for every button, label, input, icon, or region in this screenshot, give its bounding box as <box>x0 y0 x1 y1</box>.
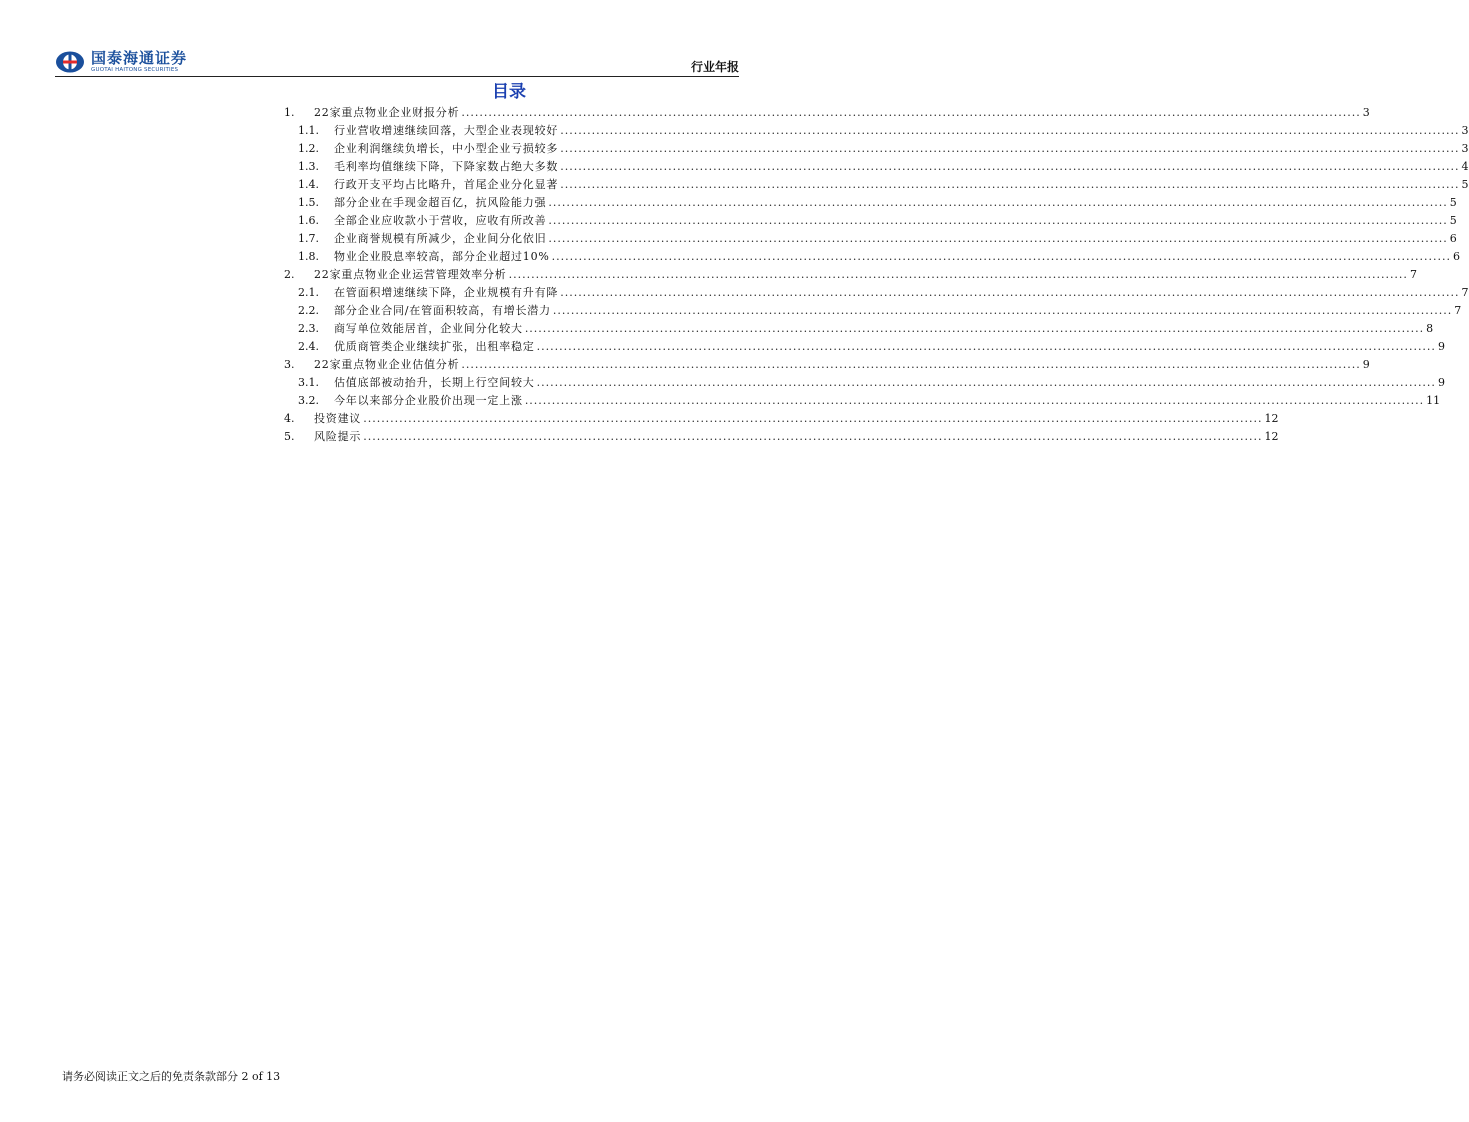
toc-entry-number: 1.1. <box>298 124 319 137</box>
toc-entry-page: 7 <box>1454 304 1462 317</box>
toc-entry-page: 9 <box>1437 340 1445 353</box>
toc-entry[interactable] <box>280 320 1434 338</box>
toc-dot-leader: ........................................................................................................................................................................................................ <box>461 358 1361 371</box>
toc-entry[interactable] <box>280 302 1462 320</box>
toc-entry-title: 今年以来部分企业股价出现一定上涨 <box>334 394 523 407</box>
toc-entry-page: 7 <box>1409 268 1417 281</box>
toc-entry[interactable] <box>280 392 1441 410</box>
toc-entry-number: 2.3. <box>298 322 319 335</box>
toc-entry-title: 商写单位效能居首，企业间分化较大 <box>334 322 523 335</box>
toc-entry-page: 3 <box>1362 106 1370 119</box>
toc-entry[interactable] <box>280 122 1469 140</box>
toc-dot-leader: ........................................................................................................................................................................................................ <box>363 412 1263 425</box>
toc-entry-page: 5 <box>1449 196 1457 209</box>
toc-entry-number: 3. <box>284 358 295 371</box>
toc-entry-number: 3.2. <box>298 394 319 407</box>
toc-entry-page: 11 <box>1426 394 1441 407</box>
logo-mark-icon <box>55 51 85 73</box>
toc-entry[interactable] <box>280 248 1460 266</box>
toc-dot-leader: ........................................................................................................................................................................................................ <box>560 142 1460 155</box>
toc-entry[interactable] <box>280 230 1457 248</box>
toc-entry[interactable] <box>280 284 1469 302</box>
toc-dot-leader: ........................................................................................................................................................................................................ <box>524 322 1425 335</box>
toc-entry[interactable] <box>280 140 1469 158</box>
toc-entry-page: 5 <box>1449 214 1457 227</box>
toc-entry-title: 估值底部被动抬升，长期上行空间较大 <box>334 376 535 389</box>
toc-entry[interactable] <box>280 356 1370 374</box>
toc-entry-number: 1.3. <box>298 160 319 173</box>
toc-dot-leader: ........................................................................................................................................................................................................ <box>508 268 1408 281</box>
page-header <box>55 48 739 76</box>
toc-entry-number: 2. <box>284 268 295 281</box>
toc-entry[interactable] <box>280 266 1417 284</box>
toc-entry-page: 3 <box>1461 142 1469 155</box>
toc-entry[interactable] <box>280 374 1445 392</box>
toc-entry-title: 企业商誉规模有所减少，企业间分化依旧 <box>334 232 547 245</box>
toc-entry-title: 企业利润继续负增长，中小型企业亏损较多 <box>334 142 559 155</box>
toc-dot-leader: ........................................................................................................................................................................................................ <box>363 430 1263 443</box>
toc-entry-title: 全部企业应收款小于营收，应收有所改善 <box>334 214 547 227</box>
toc-entry-number: 2.2. <box>298 304 319 317</box>
toc-entry-number: 2.4. <box>298 340 319 353</box>
toc-entry-number: 1.2. <box>298 142 319 155</box>
toc-entry-title: 部分企业合同/在管面积较高，有增长潜力 <box>334 304 551 317</box>
toc-entry[interactable] <box>280 410 1279 428</box>
toc-dot-leader: ........................................................................................................................................................................................................ <box>548 214 1448 227</box>
toc-entry[interactable] <box>280 428 1279 446</box>
toc-entry-page: 7 <box>1461 286 1469 299</box>
toc-dot-leader: ........................................................................................................................................................................................................ <box>536 376 1436 389</box>
toc-entry-number: 1. <box>284 106 295 119</box>
toc-entry-page: 9 <box>1437 376 1445 389</box>
toc-entry-title: 物业企业股息率较高，部分企业超过10% <box>334 250 550 263</box>
toc-entry-number: 4. <box>284 412 295 425</box>
toc-entry-title: 22家重点物业企业估值分析 <box>314 358 460 371</box>
toc-dot-leader: ........................................................................................................................................................................................................ <box>560 286 1460 299</box>
toc-entry-number: 2.1. <box>298 286 319 299</box>
toc-entry-number: 3.1. <box>298 376 319 389</box>
toc-entry-number: 1.5. <box>298 196 319 209</box>
toc-entry-number: 1.7. <box>298 232 319 245</box>
toc-dot-leader: ........................................................................................................................................................................................................ <box>548 232 1448 245</box>
toc-entry-title: 在管面积增速继续下降，企业规模有升有降 <box>334 286 559 299</box>
toc-entry-page: 12 <box>1264 430 1279 443</box>
toc-entry[interactable] <box>280 194 1457 212</box>
report-type-label: 行业年报 <box>690 60 739 74</box>
toc-dot-leader: ........................................................................................................................................................................................................ <box>552 304 1453 317</box>
toc-entry[interactable] <box>280 212 1457 230</box>
toc-entry-title: 投资建议 <box>314 412 362 425</box>
toc-entry-page: 9 <box>1362 358 1370 371</box>
toc-dot-leader: ........................................................................................................................................................................................................ <box>536 340 1436 353</box>
table-of-contents <box>280 104 1469 446</box>
toc-entry-page: 5 <box>1461 178 1469 191</box>
toc-entry[interactable] <box>280 176 1469 194</box>
toc-entry-title: 22家重点物业企业财报分析 <box>314 106 460 119</box>
toc-entry-page: 6 <box>1452 250 1460 263</box>
toc-entry-number: 1.4. <box>298 178 319 191</box>
toc-dot-leader: ........................................................................................................................................................................................................ <box>560 124 1460 137</box>
toc-dot-leader: ........................................................................................................................................................................................................ <box>548 196 1448 209</box>
toc-title: 目录 <box>492 82 526 102</box>
toc-entry-title: 风险提示 <box>314 430 362 443</box>
toc-entry[interactable] <box>280 158 1469 176</box>
logo-text <box>91 48 188 74</box>
toc-entry-title: 毛利率均值继续下降，下降家数占绝大多数 <box>334 160 559 173</box>
toc-entry-page: 3 <box>1461 124 1469 137</box>
toc-entry-title: 行政开支平均占比略升，首尾企业分化显著 <box>334 178 559 191</box>
toc-entry-page: 4 <box>1461 160 1469 173</box>
toc-entry-number: 5. <box>284 430 295 443</box>
toc-entry[interactable] <box>280 338 1445 356</box>
toc-entry-title: 22家重点物业企业运营管理效率分析 <box>314 268 507 281</box>
toc-entry[interactable] <box>280 104 1370 122</box>
toc-entry-title: 部分企业在手现金超百亿，抗风险能力强 <box>334 196 547 209</box>
toc-dot-leader: ........................................................................................................................................................................................................ <box>524 394 1425 407</box>
toc-dot-leader: ........................................................................................................................................................................................................ <box>560 178 1460 191</box>
toc-entry-page: 6 <box>1449 232 1457 245</box>
toc-dot-leader: ........................................................................................................................................................................................................ <box>551 250 1451 263</box>
toc-entry-number: 1.6. <box>298 214 319 227</box>
toc-entry-title: 优质商管类企业继续扩张，出租率稳定 <box>334 340 535 353</box>
toc-entry-number: 1.8. <box>298 250 319 263</box>
company-logo <box>55 48 187 76</box>
toc-dot-leader: ........................................................................................................................................................................................................ <box>560 160 1460 173</box>
toc-entry-title: 行业营收增速继续回落，大型企业表现较好 <box>334 124 559 137</box>
page-footer: 请务必阅读正文之后的免责条款部分 2 of 13 <box>62 1070 281 1083</box>
logo-name-cn: 国泰海通证券 <box>91 48 188 67</box>
logo-name-en: GUOTAI HAITONG SECURITIES <box>91 66 179 73</box>
toc-entry-page: 12 <box>1264 412 1279 425</box>
toc-dot-leader: ........................................................................................................................................................................................................ <box>461 106 1361 119</box>
toc-entry-page: 8 <box>1426 322 1434 335</box>
